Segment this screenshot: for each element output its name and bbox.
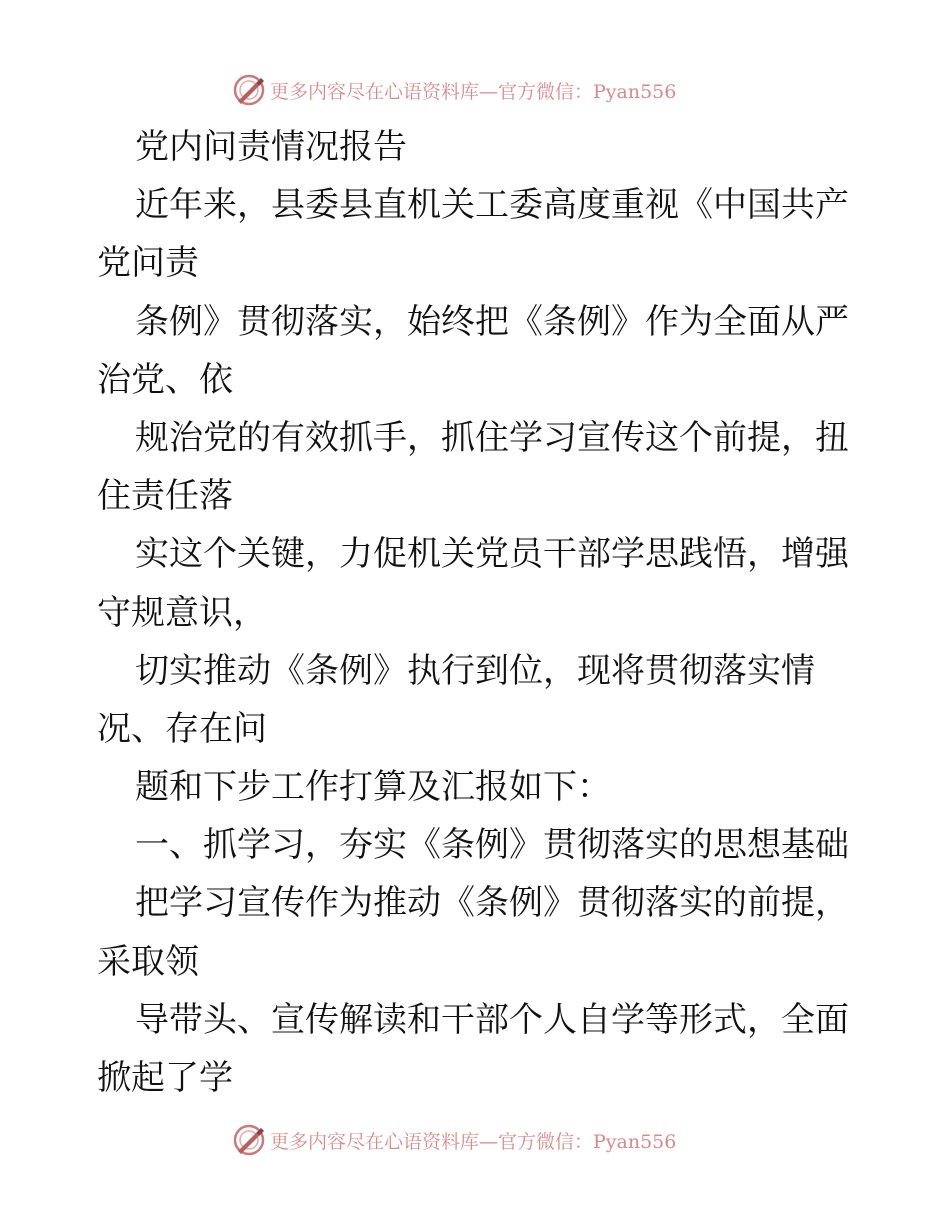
footer-watermark-text: 更多内容尽在心语资料库—官方微信：Pyan556 [270, 1130, 677, 1153]
paragraph-line: 党问责 [97, 243, 199, 284]
header-watermark-text: 更多内容尽在心语资料库—官方微信：Pyan556 [270, 80, 677, 103]
paragraph-line: 把学习宣传作为推动《条例》贯彻落实的前提， [135, 883, 849, 924]
paragraph-line: 掀起了学 [97, 1058, 233, 1098]
paragraph-line: 守规意识， [97, 592, 267, 633]
paragraph-line: 切实推动《条例》执行到位，现将贯彻落实情 [135, 650, 815, 691]
paragraph-line: 近年来，县委县直机关工委高度重视《中国共产 [135, 185, 849, 226]
document-body [97, 118, 857, 1107]
paragraph-line: 治党、依 [97, 359, 233, 400]
paragraph-line: 采取领 [97, 941, 199, 982]
section-heading: 一、抓学习，夯实《条例》贯彻落实的思想基础 [135, 825, 849, 866]
paragraph-line: 规治党的有效抓手，抓住学习宣传这个前提，扭 [135, 417, 849, 458]
footer-watermark [232, 1120, 676, 1160]
paragraph-line: 导带头、宣传解读和干部个人自学等形式，全面 [135, 999, 849, 1040]
paragraph-line: 实这个关键，力促机关党员干部学思践悟，增强 [135, 534, 849, 575]
pen-circle-logo-icon [232, 73, 266, 107]
paragraph-line: 题和下步工作打算及汇报如下： [135, 767, 611, 808]
document-title: 党内问责情况报告 [135, 127, 407, 167]
header-watermark [232, 70, 676, 110]
paragraph-line: 住责任落 [97, 476, 233, 517]
paragraph-line: 况、存在问 [97, 708, 267, 749]
pen-circle-logo-icon [232, 1123, 266, 1157]
paragraph-line: 条例》贯彻落实，始终把《条例》作为全面从严 [135, 301, 849, 342]
